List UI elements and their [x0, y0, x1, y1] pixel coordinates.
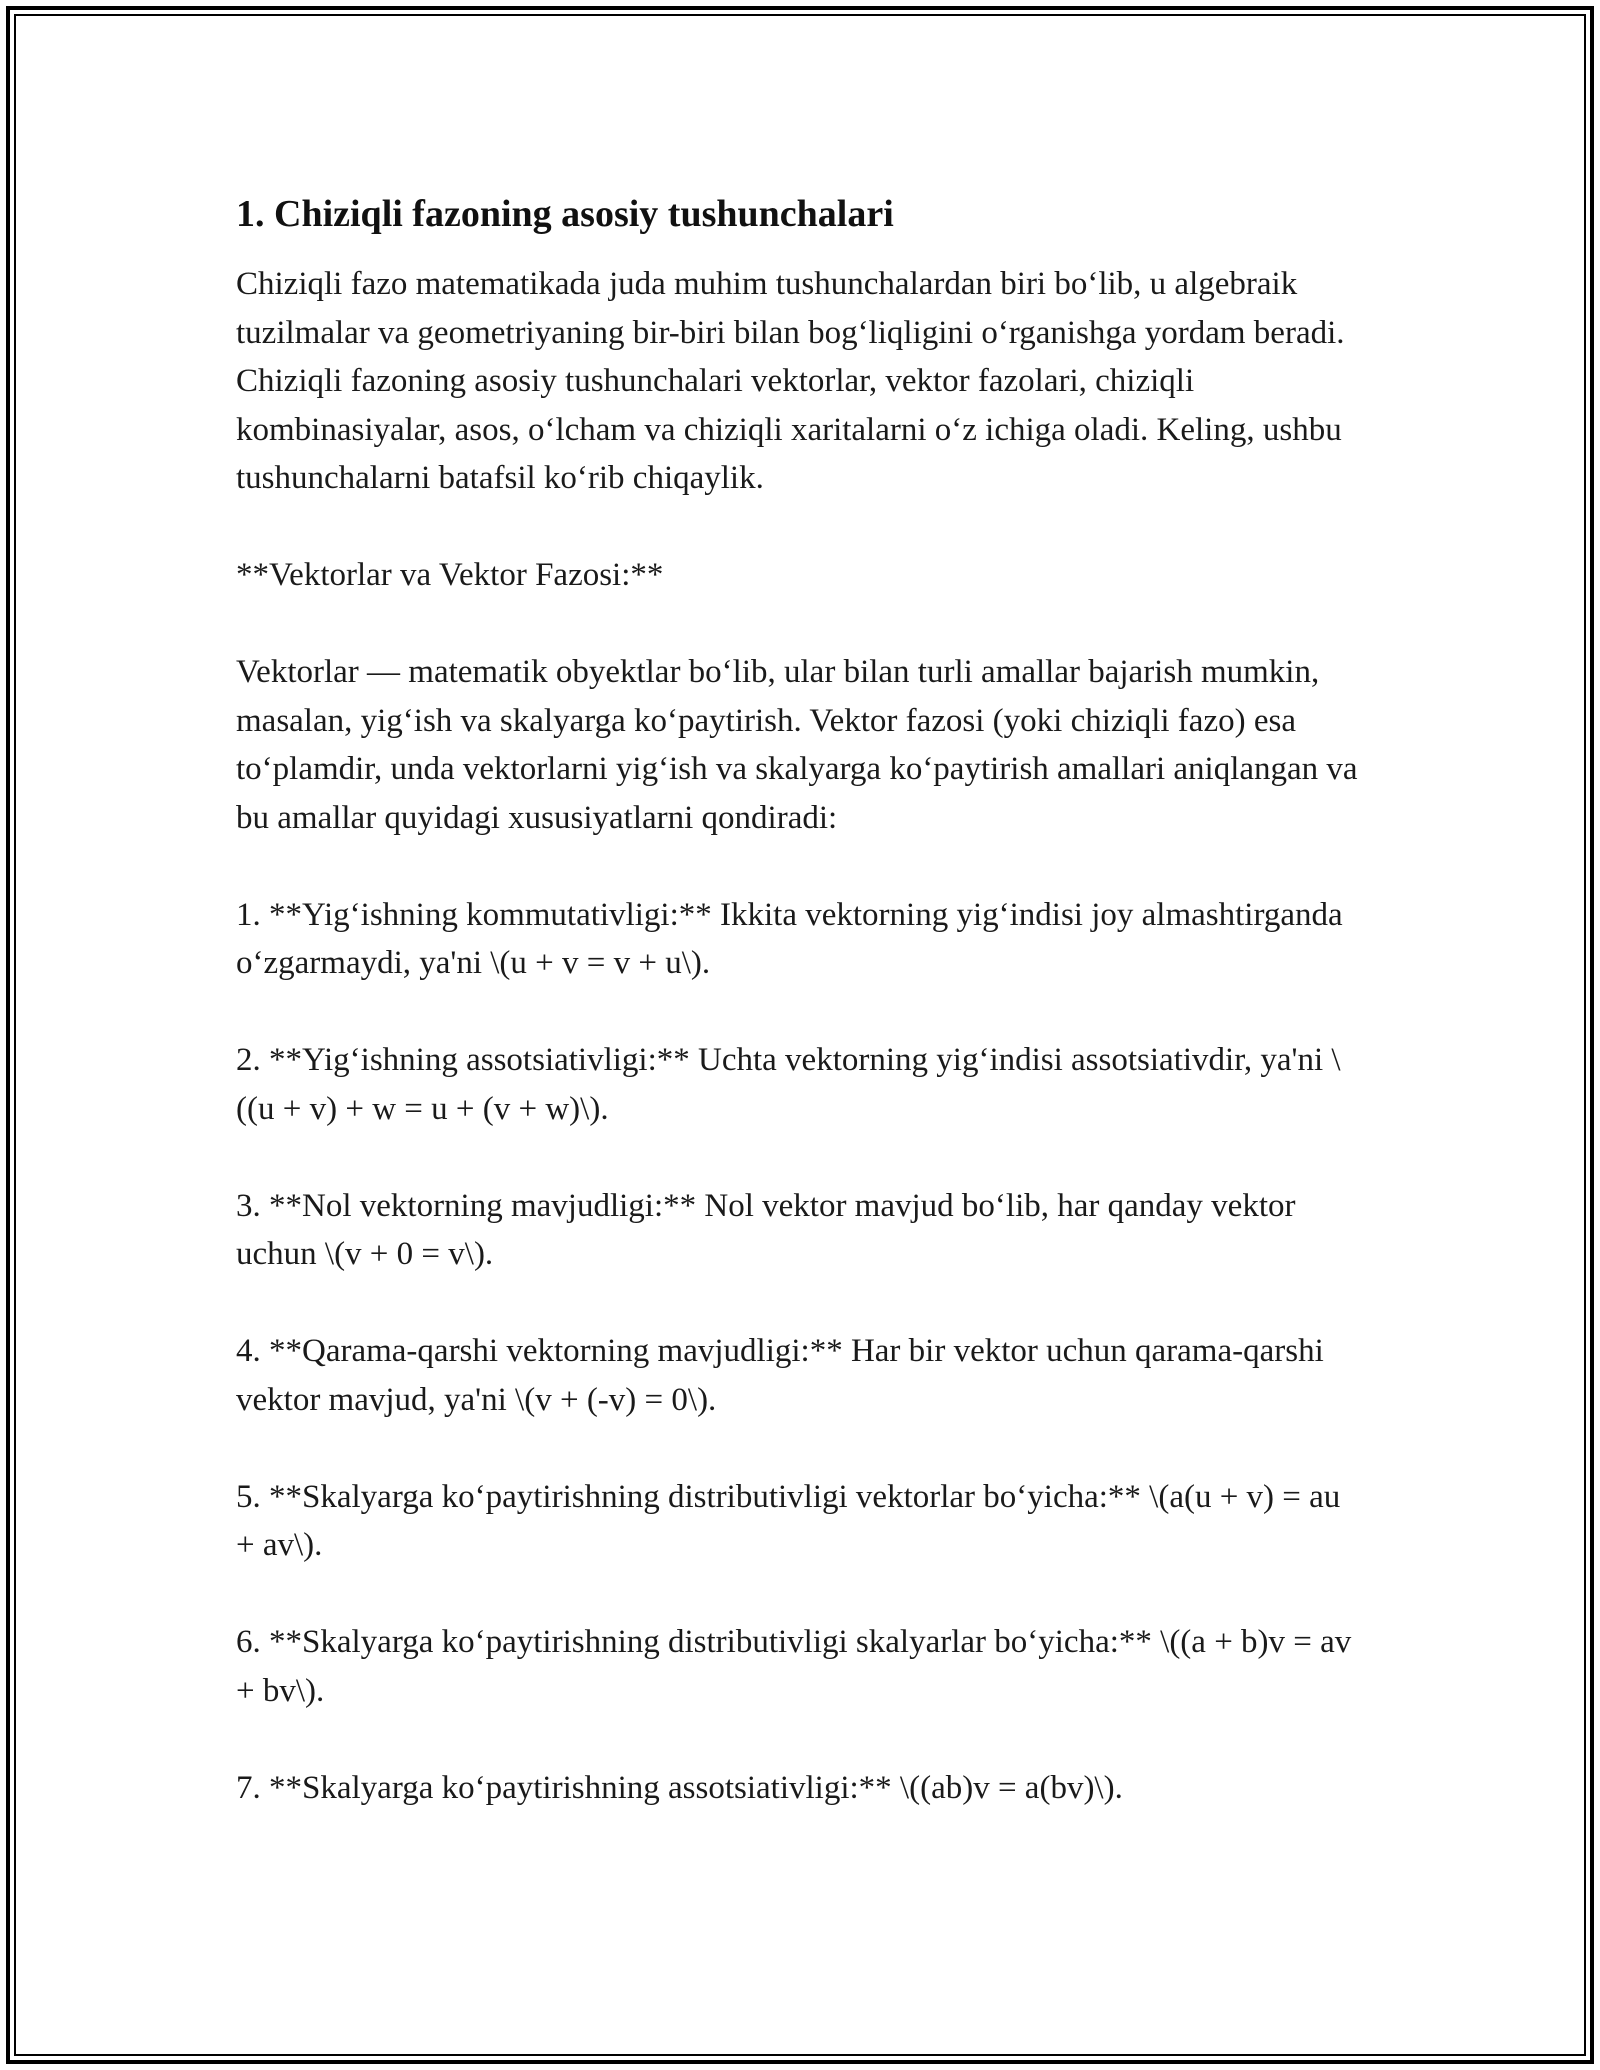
property-item-7: 7. **Skalyarga ko‘paytirishning assotsiativligi:** \((ab)v = a(bv)\). — [236, 1769, 1123, 1806]
vector-definition-paragraph: Vektorlar — matematik obyektlar bo‘lib, ular bilan turli amallar bajarish mumkin, masalan, yig‘ish va skalyarga ko‘paytirish. Vektor fazosi (yoki chiziqli fazo) esa to‘plamdir, unda vektorlarni yig‘ish va skalyarga ko‘paytirish amallari aniqlangan va bu amallar quyidagi xususiyatlarni qondiradi: — [236, 654, 1358, 836]
property-item-4: 4. **Qarama-qarshi vektorning mavjudligi:** Har bir vektor uchun qarama-qarshi vektor mavjud, ya'ni \(v + (-v) = 0\). — [236, 1333, 1324, 1418]
property-item-5: 5. **Skalyarga ko‘paytirishning distributivligi vektorlar bo‘yicha:** \(a(u + v) = au + av\). — [236, 1478, 1341, 1563]
property-item-3: 3. **Nol vektorning mavjudligi:** Nol vektor mavjud bo‘lib, har qanday vektor uchun \(v + 0 = v\). — [236, 1187, 1296, 1272]
property-item-1: 1. **Yig‘ishning kommutativligi:** Ikkita vektorning yig‘indisi joy almashtirganda o‘zgarmaydi, ya'ni \(u + v = v + u\). — [236, 896, 1343, 981]
section-heading: 1. Chiziqli fazoning asosiy tushunchalari — [236, 193, 894, 235]
subsection-title: **Vektorlar va Vektor Fazosi:** — [236, 557, 664, 593]
intro-paragraph: Chiziqli fazo matematikada juda muhim tushunchalardan biri bo‘lib, u algebraik tuzilmalar va geometriyaning bir-biri bilan bog‘liqligini o‘rganishga yordam beradi. Chiziqli fazoning asosiy tushunchalari vektorlar, vektor fazolari, chiziqli kombinasiyalar, asos, o‘lcham va chiziqli xaritalarni o‘z ichiga oladi. Keling, ushbu tushunchalarni batafsil ko‘rib chiqaylik. — [236, 266, 1345, 496]
property-item-6: 6. **Skalyarga ko‘paytirishning distributivligi skalyarlar bo‘yicha:** \((a + b)v = av + bv\). — [236, 1624, 1352, 1709]
property-item-2: 2. **Yig‘ishning assotsiativligi:** Uchta vektorning yig‘indisi assotsiativdir, ya'ni \((u + v) + w = u + (v + w)\). — [236, 1042, 1341, 1127]
document-body — [236, 188, 1366, 1861]
